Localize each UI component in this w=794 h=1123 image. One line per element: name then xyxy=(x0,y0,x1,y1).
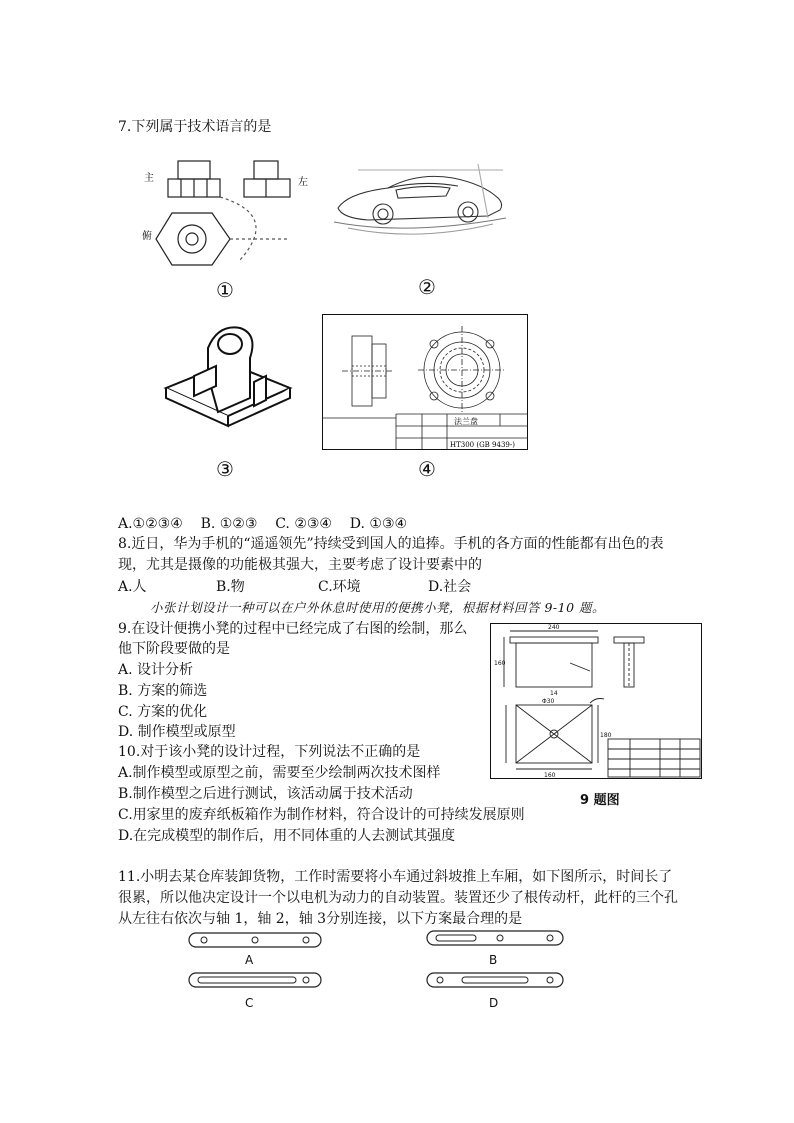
q10-option-c: C.用家里的废弃纸板箱作为制作材料，符合设计的可持续发展原则 xyxy=(118,807,525,823)
marker-2: ② xyxy=(418,275,436,299)
q10-stem: 10.对于该小凳的设计过程，下列说法不正确的是 xyxy=(118,744,421,760)
q8-line2: 现，尤其是摄像的功能极其强大，主要考虑了设计要素中的 xyxy=(118,557,482,573)
marker-1: ① xyxy=(216,278,234,302)
dim-hole: Φ30 xyxy=(542,698,555,705)
rod-label-d: D xyxy=(489,996,499,1010)
q11-line2: 很累，所以他决定设计一个以电机为动力的自动装置。装置还少了根传动杆，此杆的三个孔 xyxy=(118,890,678,906)
dim-height: 160 xyxy=(494,660,506,667)
q8-option-d: D.社会 xyxy=(428,579,472,595)
figure-3-isometric-bracket xyxy=(158,318,298,428)
rod-option-d xyxy=(426,971,564,989)
rod-option-a xyxy=(188,931,322,949)
rod-option-b xyxy=(426,929,564,947)
q11-line1: 11.小明去某仓库装卸货物，工作时需要将小车通过斜坡推上车厢，如下图所示，时间长了 xyxy=(118,869,673,885)
label-top: 俯 xyxy=(142,231,152,242)
q11-line3: 从左往右依次与轴 1，轴 2，轴 3分别连接，以下方案最合理的是 xyxy=(118,911,523,927)
q9-line1: 9.在设计便携小凳的过程中已经完成了右图的绘制，那么 xyxy=(118,621,468,637)
figure-9-stool-drawing xyxy=(490,623,702,779)
figure-4-flange-drawing xyxy=(322,314,528,450)
q8-option-a: A.人 xyxy=(118,579,147,595)
q7-stem: 7.下列属于技术语言的是 xyxy=(118,119,272,135)
q10-option-b: B.制作模型之后进行测试，该活动属于技术活动 xyxy=(118,786,413,802)
figure-9-caption: 9 题图 xyxy=(580,793,620,808)
material-intro: 小张计划设计一种可以在户外休息时使用的便携小凳，根据材料回答 9-10 题。 xyxy=(150,600,606,615)
rod-option-c xyxy=(188,971,322,989)
q9-option-b: B. 方案的筛选 xyxy=(118,683,208,699)
q9-option-a: A. 设计分析 xyxy=(118,662,194,678)
dim-thick: 14 xyxy=(550,690,558,697)
figure-1-three-view xyxy=(140,155,320,270)
q10-option-d: D.在完成模型的制作后，用不同体重的人去测试其强度 xyxy=(118,828,456,844)
q8-option-c: C.环境 xyxy=(318,579,361,595)
q9-line2: 他下阶段要做的是 xyxy=(118,641,230,657)
flange-material: HT300 (GB 9439-) xyxy=(450,441,515,449)
rod-label-b: B xyxy=(489,953,498,967)
q7-options: A.①②③④ B. ①②③ C. ②③④ D. ①③④ xyxy=(118,516,408,532)
flange-title: 法兰盘 xyxy=(454,417,478,426)
q8-option-b: B.物 xyxy=(216,579,245,595)
q10-option-a: A.制作模型或原型之前，需要至少绘制两次技术图样 xyxy=(118,765,441,781)
q8-line1: 8.近日，华为手机的“遥遥领先”持续受到国人的追捧。手机的各方面的性能都有出色的表 xyxy=(118,536,664,552)
label-front: 主 xyxy=(144,173,154,184)
rod-label-c: C xyxy=(245,996,254,1010)
marker-4: ④ xyxy=(418,457,436,481)
marker-3: ③ xyxy=(216,457,234,481)
dim-top-width: 240 xyxy=(548,624,560,631)
figure-2-car-sketch xyxy=(328,158,513,243)
rod-label-a: A xyxy=(245,953,254,967)
q9-option-c: C. 方案的优化 xyxy=(118,704,208,720)
dim-bottom-width: 160 xyxy=(544,772,556,779)
dim-side: 180 xyxy=(600,732,612,739)
q9-option-d: D. 制作模型或原型 xyxy=(118,724,236,740)
label-left: 左 xyxy=(298,177,308,188)
